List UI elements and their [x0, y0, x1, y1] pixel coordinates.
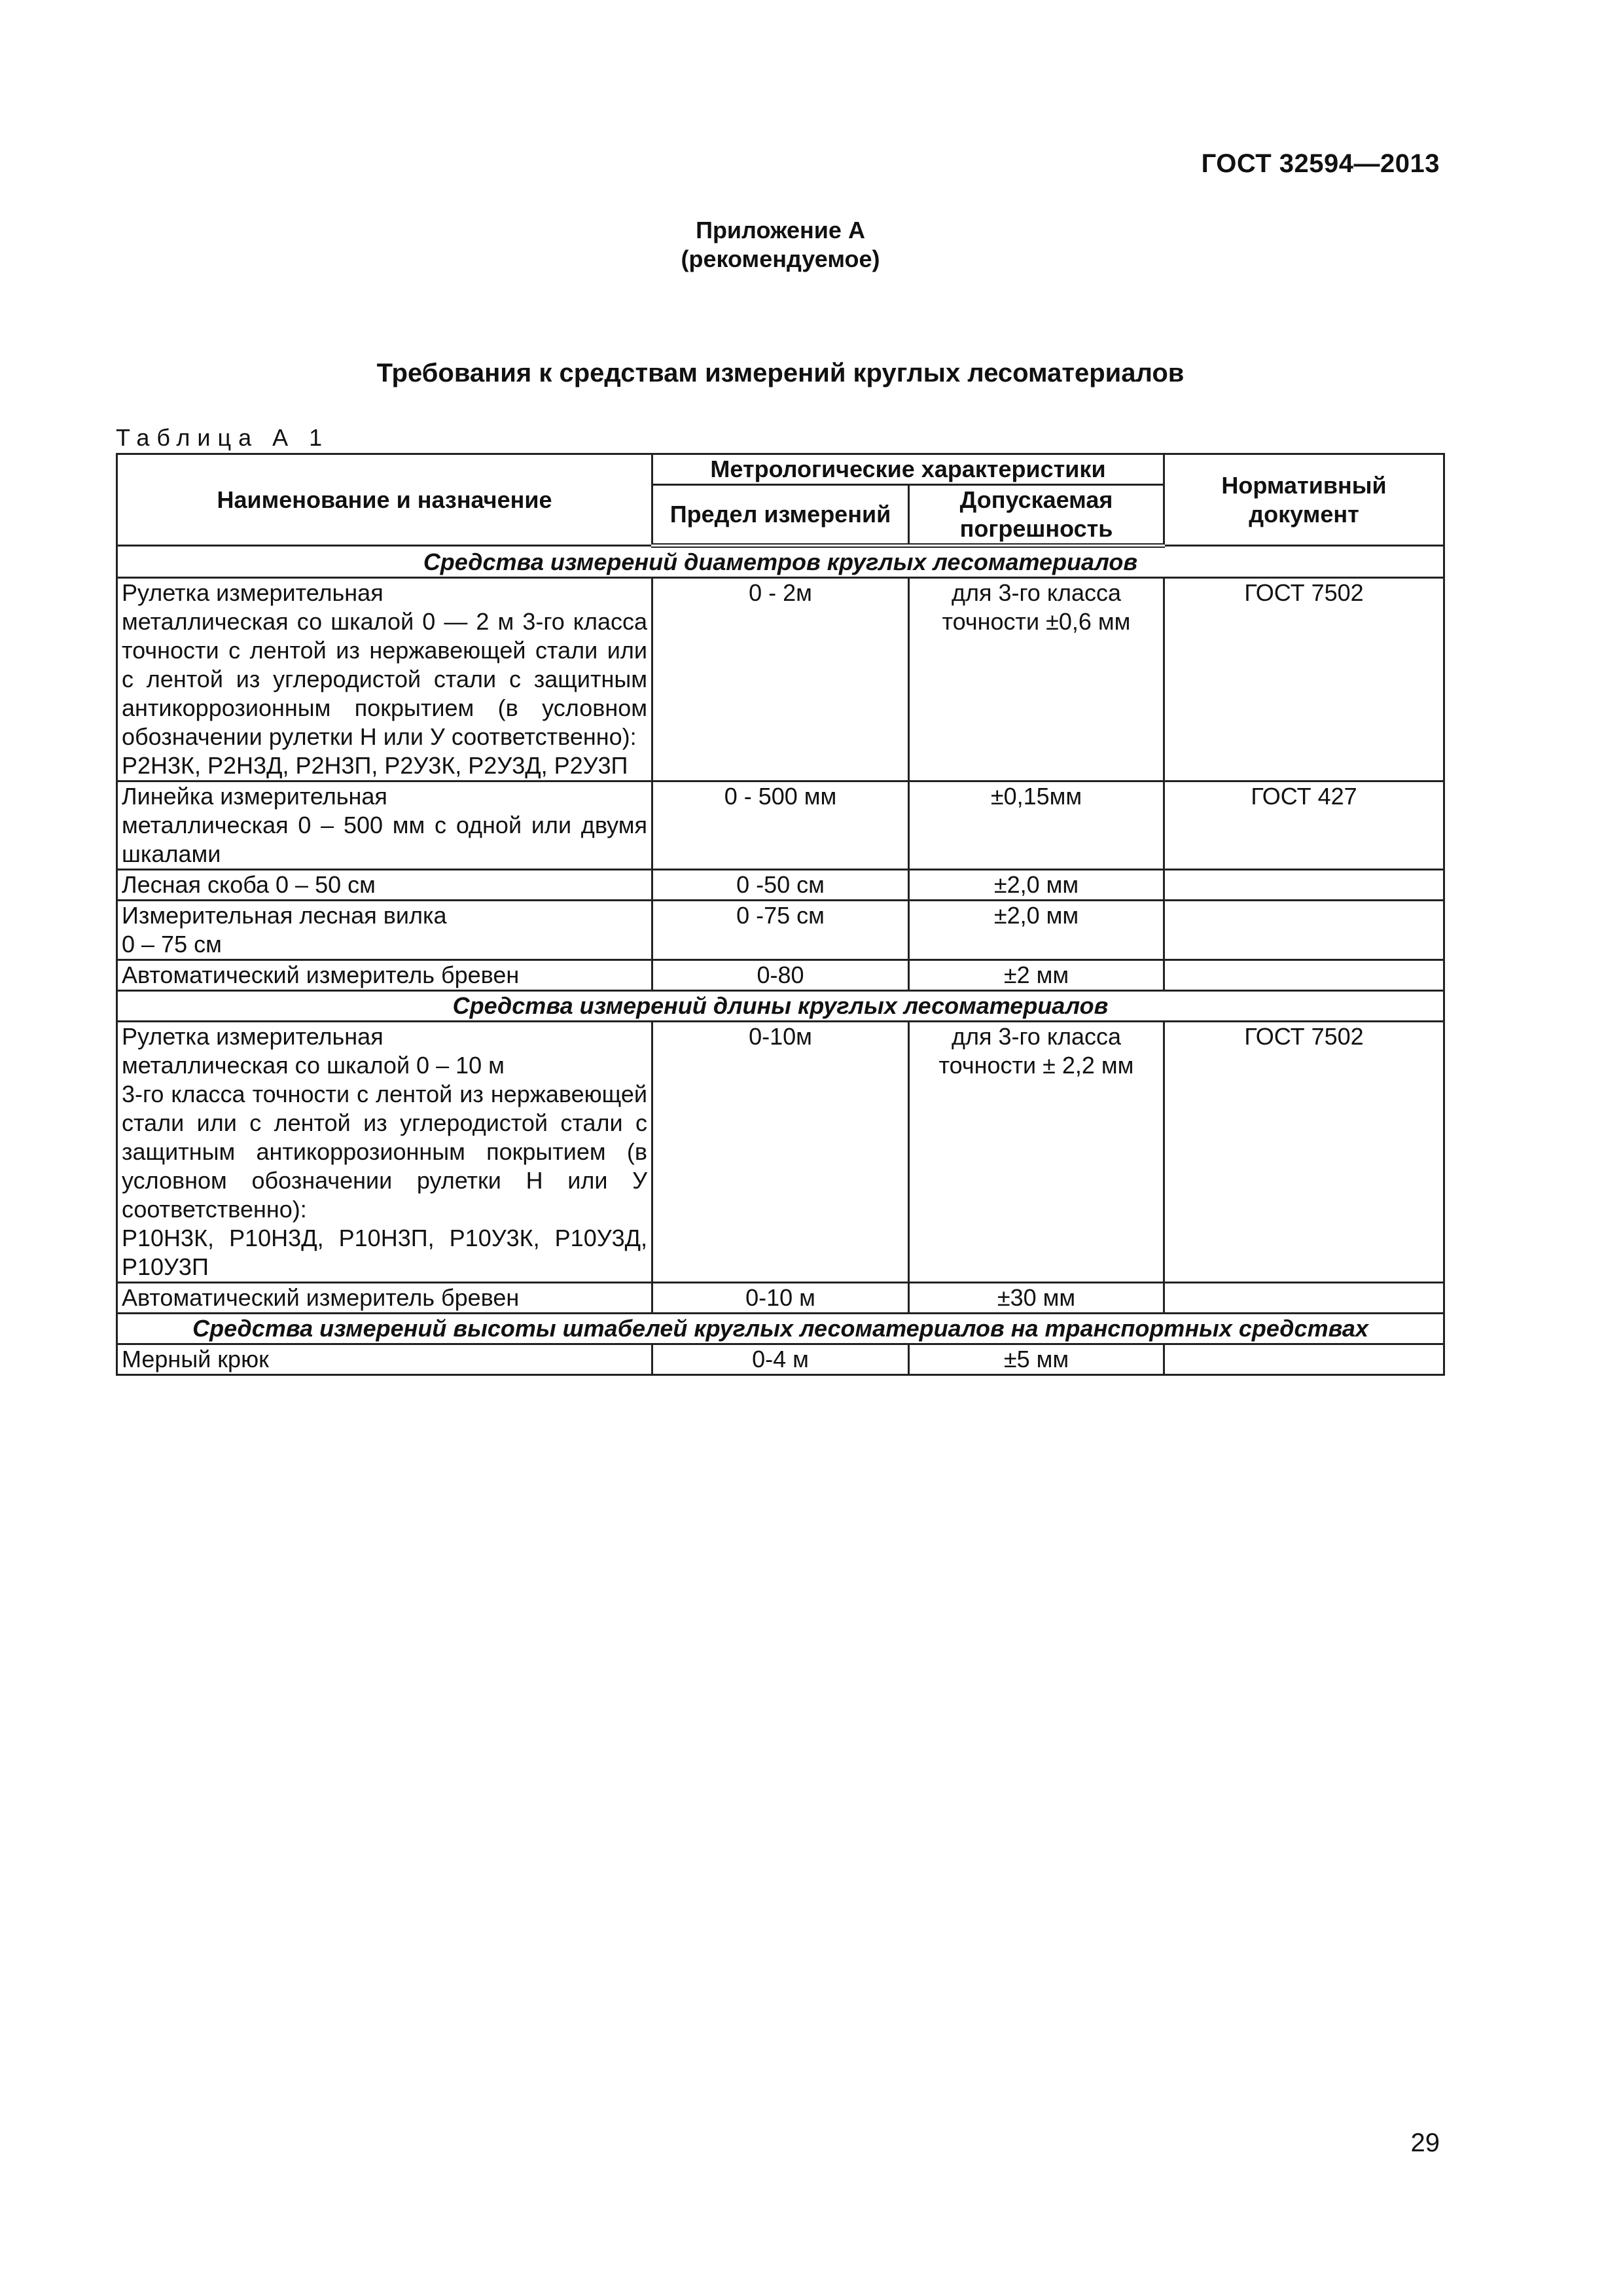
header-name: Наименование и назначение	[117, 454, 652, 546]
table-row	[117, 578, 1444, 781]
cell-range: 0 - 2м	[652, 578, 909, 781]
table-label: Таблица А 1	[116, 424, 330, 451]
cell-name: Автоматический измеритель бревен	[117, 960, 652, 991]
table-row	[117, 960, 1444, 991]
section-row	[117, 991, 1444, 1022]
header-error: Допускаемая погрешность	[909, 485, 1164, 546]
cell-doc	[1164, 870, 1444, 901]
table-row	[117, 1283, 1444, 1314]
appendix-heading	[0, 216, 1561, 274]
header-normative-doc: Нормативный документ	[1164, 454, 1444, 546]
header-metrological: Метрологические характеристики	[652, 454, 1164, 485]
section-title: Средства измерений диаметров круглых лесоматериалов	[117, 546, 1444, 578]
cell-error: ±2,0 мм	[909, 870, 1164, 901]
cell-doc	[1164, 1344, 1444, 1375]
document-code: ГОСТ 32594—2013	[1201, 149, 1440, 178]
cell-doc	[1164, 1283, 1444, 1314]
appendix-title: Приложение А	[696, 217, 865, 243]
cell-name: Мерный крюк	[117, 1344, 652, 1375]
cell-doc: ГОСТ 427	[1164, 781, 1444, 870]
cell-name: Измерительная лесная вилка 0 – 75 см	[117, 901, 652, 960]
header-range: Предел измерений	[652, 485, 909, 546]
cell-name: Автоматический измеритель бревен	[117, 1283, 652, 1314]
cell-range: 0-4 м	[652, 1344, 909, 1375]
cell-error: ±2 мм	[909, 960, 1164, 991]
cell-range: 0-80	[652, 960, 909, 991]
table-row	[117, 901, 1444, 960]
cell-doc: ГОСТ 7502	[1164, 578, 1444, 781]
cell-doc	[1164, 901, 1444, 960]
cell-range: 0-10 м	[652, 1283, 909, 1314]
cell-error: ±0,15мм	[909, 781, 1164, 870]
cell-range: 0 -50 см	[652, 870, 909, 901]
cell-name: Рулетка измерительная металлическая со шкалой 0 — 2 м 3-го класса точности с лентой из нержавеющей стали или с лентой из углеродистой стали с защитным антикоррозионным покрытием (в условном обозначении рулетки Н или У соответственно): Р2Н3К, Р2Н3Д, Р2Н3П, Р2У3К, Р2У3Д, Р2У3П	[117, 578, 652, 781]
cell-range: 0 - 500 мм	[652, 781, 909, 870]
cell-error: для 3-го класса точности ±0,6 мм	[909, 578, 1164, 781]
appendix-subtitle: (рекомендуемое)	[681, 245, 880, 272]
cell-name: Лесная скоба 0 – 50 см	[117, 870, 652, 901]
cell-name: Линейка измерительная металлическая 0 – 500 мм с одной или двумя шкалами	[117, 781, 652, 870]
page-number: 29	[1410, 2128, 1440, 2157]
section-row	[117, 1314, 1444, 1344]
table-row	[117, 1344, 1444, 1375]
cell-error: ±30 мм	[909, 1283, 1164, 1314]
section-title: Средства измерений длины круглых лесоматериалов	[117, 991, 1444, 1022]
cell-range: 0 -75 см	[652, 901, 909, 960]
table-row	[117, 870, 1444, 901]
requirements-table	[116, 453, 1445, 1376]
cell-doc: ГОСТ 7502	[1164, 1022, 1444, 1283]
table-body	[117, 546, 1444, 1375]
page-title: Требования к средствам измерений круглых лесоматериалов	[376, 359, 1185, 387]
cell-error: ±5 мм	[909, 1344, 1164, 1375]
section-title: Средства измерений высоты штабелей круглых лесоматериалов на транспортных средствах	[117, 1314, 1444, 1344]
table-row	[117, 1022, 1444, 1283]
cell-error: для 3-го класса точности ± 2,2 мм	[909, 1022, 1164, 1283]
cell-range: 0-10м	[652, 1022, 909, 1283]
cell-error: ±2,0 мм	[909, 901, 1164, 960]
section-row	[117, 546, 1444, 578]
table-row	[117, 781, 1444, 870]
cell-name: Рулетка измерительная металлическая со шкалой 0 – 10 м 3-го класса точности с лентой из нержавеющей стали или с лентой из углеродистой стали с защитным антикоррозионным покрытием (в условном обозначении рулетки Н или У соответственно): Р10Н3К, Р10Н3Д, Р10Н3П, Р10У3К, Р10У3Д, Р10У3П	[117, 1022, 652, 1283]
cell-doc	[1164, 960, 1444, 991]
